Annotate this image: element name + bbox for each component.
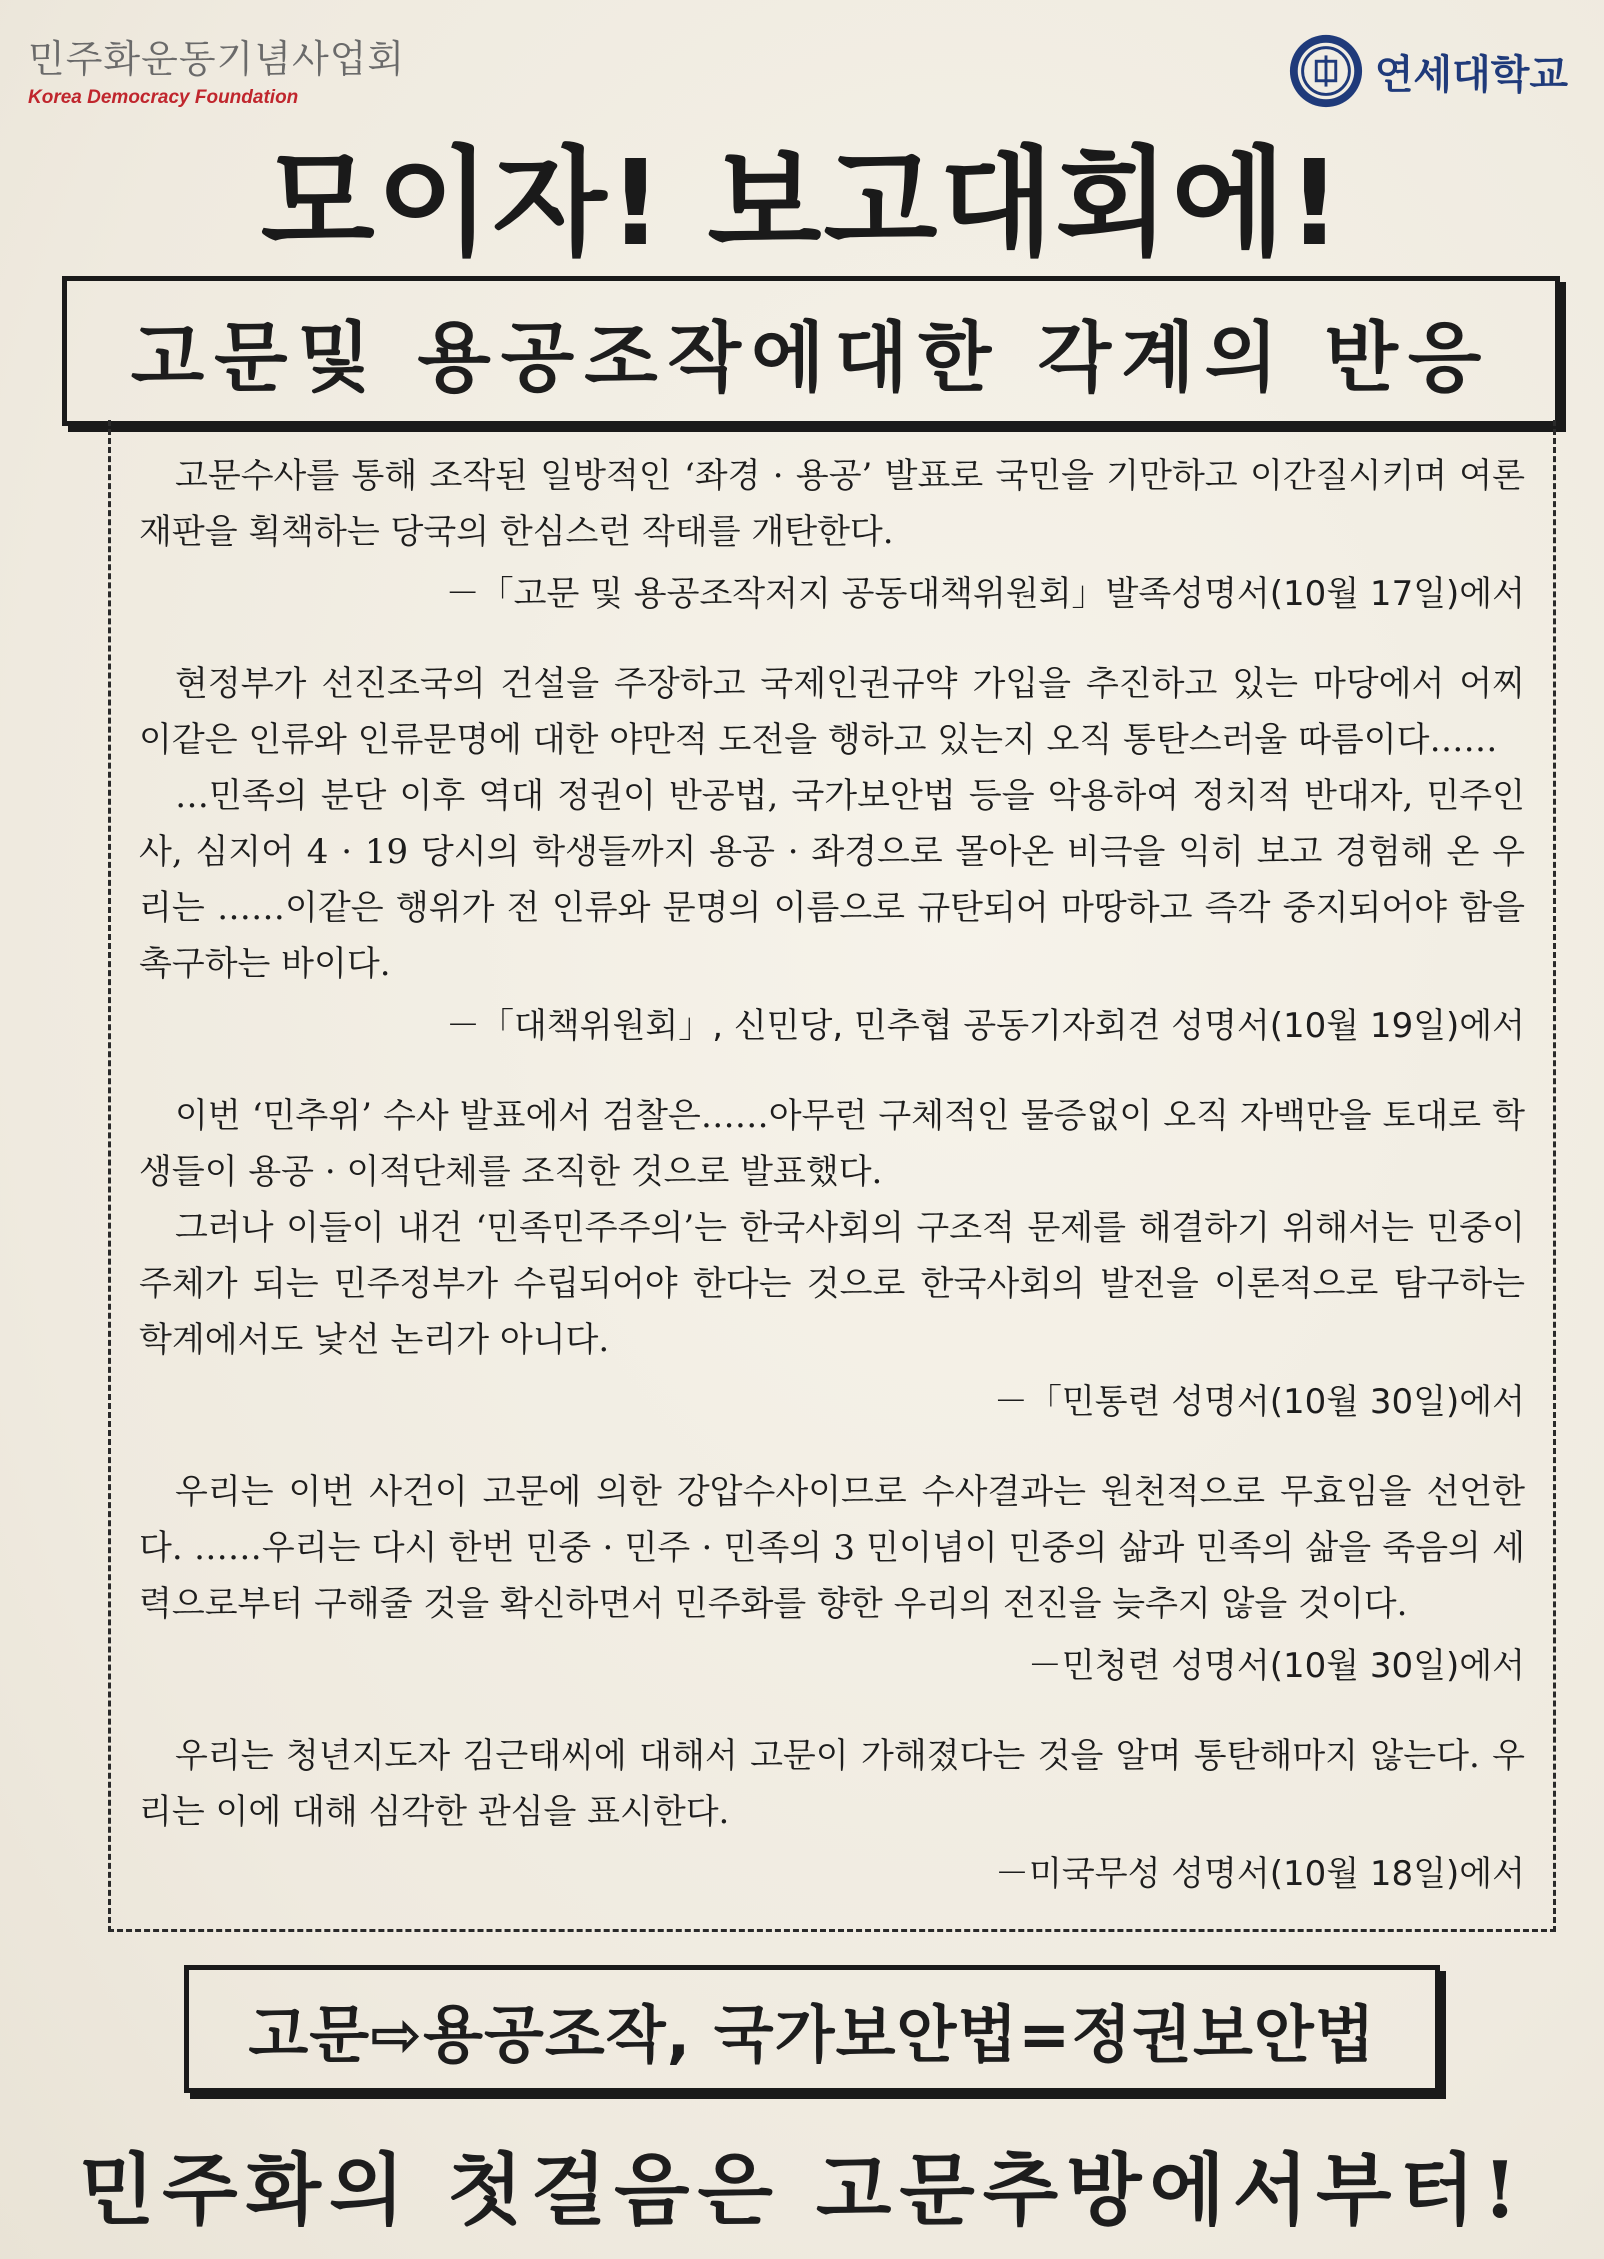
headline: 모이자! 보고대회에!: [260, 134, 1344, 272]
slogan-box: [184, 1965, 1440, 2093]
quote-5: [139, 1728, 1525, 1902]
university-name: 연세대학교: [1374, 51, 1568, 98]
quote-1: [139, 448, 1525, 622]
quote-paragraph: 그러나 이들이 내건 ‘민족민주주의’는 한국사회의 구조적 문제를 해결하기 위해서는 민중이 주체가 되는 민주정부가 수립되어야 한다는 것으로 한국사회의 발전을 이론적으로 탐구하는 학계에서도 낯선 논리가 아니다.: [139, 1208, 1525, 1360]
subtitle-box: [62, 276, 1560, 426]
quote-source: －미국무성 성명서(10월 18일)에서: [995, 1854, 1525, 1894]
quote-source: －민청련 성명서(10월 30일)에서: [1027, 1646, 1525, 1686]
quote-paragraph: 현정부가 선진조국의 건설을 주장하고 국제인권규약 가입을 추진하고 있는 마당에서 어찌 이같은 인류와 인류문명에 대한 야만적 도전을 행하고 있는지 오직 통탄스러울 따름이다……: [139, 664, 1525, 760]
quote-paragraph: 우리는 이번 사건이 고문에 의한 강압수사이므로 수사결과는 원천적으로 무효임을 선언한다. ……우리는 다시 한번 민중 · 민주 · 민족의 3 민이념이 민중의 삶과 민족의 삶을 죽음의 세력으로부터 구해줄 것을 확신하면서 민주화를 향한 우리의 전진을 늦추지 않을 것이다.: [139, 1472, 1525, 1624]
quote-source: －「대책위원회」, 신민당, 민추협 공동기자회견 성명서(10월 19일)에서: [446, 1006, 1525, 1046]
quote-paragraph: 고문수사를 통해 조작된 일방적인 ‘좌경 · 용공’ 발표로 국민을 기만하고 이간질시키며 여론재판을 획책하는 당국의 한심스런 작태를 개탄한다.: [139, 456, 1525, 552]
quote-2: [139, 656, 1525, 1054]
footer-slogan: 민주화의 첫걸음은 고문추방에서부터!: [78, 2145, 1526, 2236]
quote-source: －「고문 및 용공조작저지 공동대책위원회」발족성명서(10월 17일)에서: [445, 574, 1525, 614]
yonsei-logo: [1287, 32, 1568, 110]
quote-source: －「민통련 성명서(10월 30일)에서: [993, 1382, 1525, 1422]
quotes-box: [108, 420, 1556, 1932]
org-english-name: Korea Democracy Foundation: [28, 87, 299, 108]
korea-democracy-foundation-logo: [28, 28, 405, 109]
quote-3: [139, 1088, 1525, 1430]
slogan: 고문⇨용공조작, 국가보안법=정권보안법: [248, 1997, 1376, 2071]
quote-paragraph: …민족의 분단 이후 역대 정권이 반공법, 국가보안법 등을 악용하여 정치적 반대자, 민주인사, 심지어 4 · 19 당시의 학생들까지 용공 · 좌경으로 몰아온 비극을 익히 보고 경험해 온 우리는 ……이같은 행위가 전 인류와 문명의 이름으로 규탄되어 마땅하고 즉각 중지되어야 함을 촉구하는 바이다.: [139, 776, 1525, 984]
quote-paragraph: 우리는 청년지도자 김근태씨에 대해서 고문이 가해졌다는 것을 알며 통탄해마지 않는다. 우리는 이에 대해 심각한 관심을 표시한다.: [139, 1736, 1525, 1832]
org-korean-name: 민주화운동기념사업회: [28, 37, 406, 81]
quote-4: [139, 1464, 1525, 1694]
yonsei-university-seal-icon: [1287, 32, 1365, 110]
quote-paragraph: 이번 ‘민추위’ 수사 발표에서 검찰은……아무런 구체적인 물증없이 오직 자백만을 토대로 학생들이 용공 · 이적단체를 조직한 것으로 발표했다.: [139, 1096, 1525, 1192]
subtitle: 고문및 용공조작에대한 각계의 반응: [130, 312, 1492, 402]
